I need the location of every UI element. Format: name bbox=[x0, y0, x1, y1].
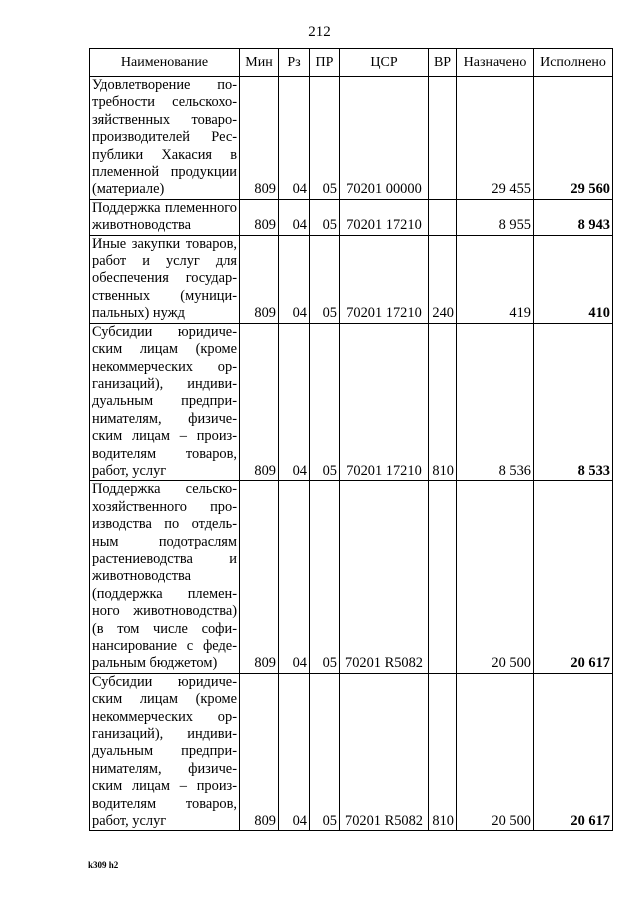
header-name: Наименование bbox=[90, 49, 240, 77]
table-row bbox=[90, 481, 613, 673]
row-min: 809 bbox=[240, 235, 279, 323]
row-vr bbox=[429, 481, 457, 673]
row-min: 809 bbox=[240, 481, 279, 673]
row-rz: 04 bbox=[279, 199, 310, 235]
row-rz: 04 bbox=[279, 77, 310, 200]
row-min: 809 bbox=[240, 673, 279, 831]
table-row bbox=[90, 673, 613, 831]
row-csr: 70201 17210 bbox=[340, 235, 429, 323]
header-csr: ЦСР bbox=[340, 49, 429, 77]
row-vr bbox=[429, 199, 457, 235]
row-csr: 70201 17210 bbox=[340, 199, 429, 235]
header-rz: Рз bbox=[279, 49, 310, 77]
budget-table bbox=[89, 48, 613, 831]
row-csr: 70201 R5082 bbox=[340, 673, 429, 831]
row-assigned: 8 955 bbox=[457, 199, 534, 235]
row-rz: 04 bbox=[279, 673, 310, 831]
header-vr: ВР bbox=[429, 49, 457, 77]
row-executed: 410 bbox=[534, 235, 613, 323]
row-rz: 04 bbox=[279, 235, 310, 323]
row-executed: 8 533 bbox=[534, 323, 613, 481]
row-min: 809 bbox=[240, 199, 279, 235]
row-name: Поддержка сельскохозяйственного производства по отдельным подотраслям растениеводства и животноводства (поддержка племенного животноводства) (в том числе софинансирование с федеральным бюджетом) bbox=[90, 481, 240, 673]
row-pr: 05 bbox=[310, 673, 340, 831]
row-assigned: 8 536 bbox=[457, 323, 534, 481]
header-min: Мин bbox=[240, 49, 279, 77]
row-assigned: 20 500 bbox=[457, 481, 534, 673]
table-row bbox=[90, 199, 613, 235]
table-header-row bbox=[90, 49, 613, 77]
row-csr: 70201 17210 bbox=[340, 323, 429, 481]
row-rz: 04 bbox=[279, 481, 310, 673]
document-code: k309 h2 bbox=[88, 860, 119, 870]
header-executed: Исполнено bbox=[534, 49, 613, 77]
row-assigned: 419 bbox=[457, 235, 534, 323]
row-name: Иные закупки товаров, работ и услуг для обеспечения государственных (муниципальных) нужд bbox=[90, 235, 240, 323]
row-executed: 20 617 bbox=[534, 481, 613, 673]
row-vr: 240 bbox=[429, 235, 457, 323]
row-min: 809 bbox=[240, 323, 279, 481]
page-number: 212 bbox=[308, 24, 331, 40]
row-assigned: 29 455 bbox=[457, 77, 534, 200]
row-vr: 810 bbox=[429, 323, 457, 481]
row-executed: 29 560 bbox=[534, 77, 613, 200]
row-name: Субсидии юридическим лицам (кроме некоммерческих организаций), индивидуальным предпринимателям, физическим лицам – производителям товаров, работ, услуг bbox=[90, 673, 240, 831]
row-pr: 05 bbox=[310, 199, 340, 235]
row-min: 809 bbox=[240, 77, 279, 200]
row-assigned: 20 500 bbox=[457, 673, 534, 831]
row-pr: 05 bbox=[310, 323, 340, 481]
table-row bbox=[90, 323, 613, 481]
row-name: Удовлетворение потребности сельскохозяйственных товаропроизводителей Республики Хакасия в племенной продукции (материале) bbox=[90, 77, 240, 200]
row-pr: 05 bbox=[310, 77, 340, 200]
row-executed: 20 617 bbox=[534, 673, 613, 831]
row-pr: 05 bbox=[310, 481, 340, 673]
row-csr: 70201 R5082 bbox=[340, 481, 429, 673]
row-name: Поддержка племенного животноводства bbox=[90, 199, 240, 235]
row-vr bbox=[429, 77, 457, 200]
row-vr: 810 bbox=[429, 673, 457, 831]
table-row bbox=[90, 235, 613, 323]
header-assigned: Назначено bbox=[457, 49, 534, 77]
row-rz: 04 bbox=[279, 323, 310, 481]
row-executed: 8 943 bbox=[534, 199, 613, 235]
row-name: Субсидии юридическим лицам (кроме некоммерческих организаций), индивидуальным предпринимателям, физическим лицам – производителям товаров, работ, услуг bbox=[90, 323, 240, 481]
header-pr: ПР bbox=[310, 49, 340, 77]
table-row bbox=[90, 77, 613, 200]
row-pr: 05 bbox=[310, 235, 340, 323]
row-csr: 70201 00000 bbox=[340, 77, 429, 200]
